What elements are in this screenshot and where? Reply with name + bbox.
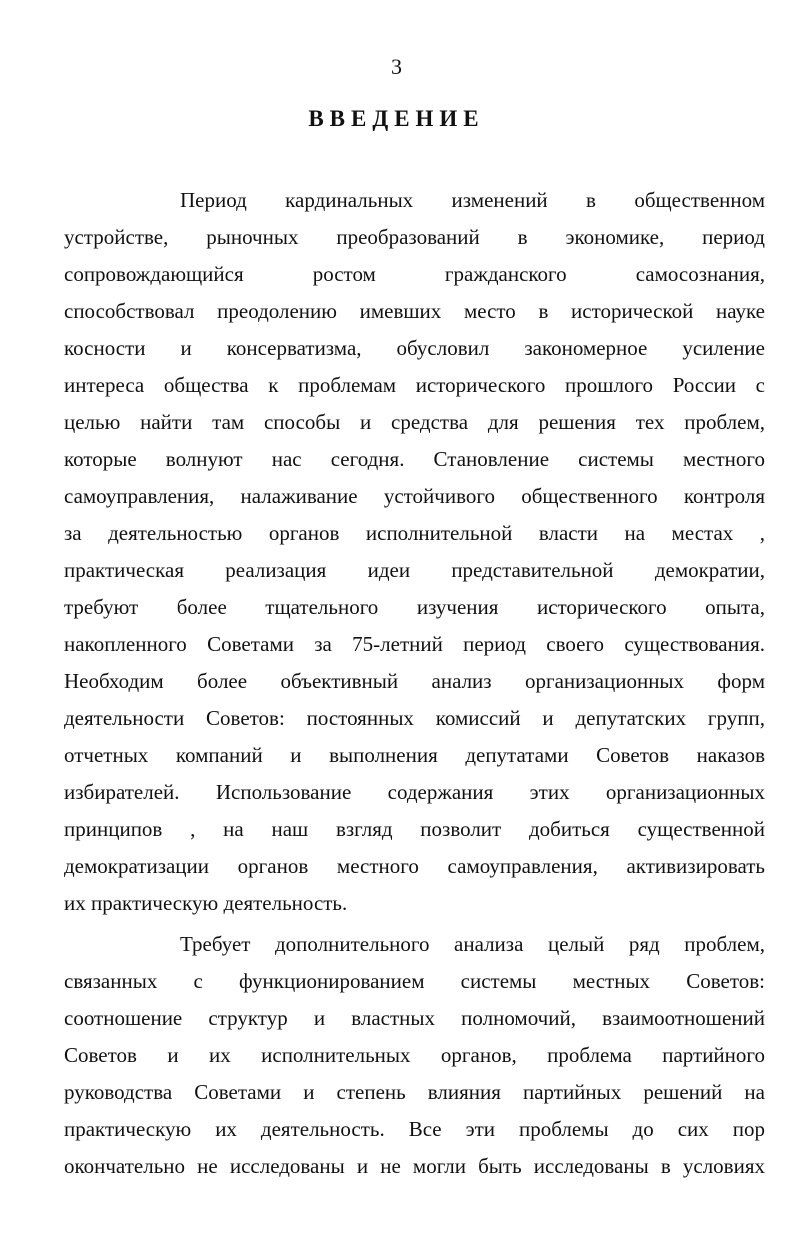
text-line: Необходим более объективный анализ организационных форм bbox=[64, 669, 765, 693]
text-line: Советов и их исполнительных органов, проблема партийного bbox=[64, 1043, 765, 1067]
text-line: за деятельностью органов исполнительной власти на местах , bbox=[64, 521, 765, 545]
text-line: интереса общества к проблемам исторического прошлого России с bbox=[64, 373, 765, 397]
text-line: окончательно не исследованы и не могли быть исследованы в условиях bbox=[64, 1154, 765, 1178]
text-line: связанных с функционированием системы местных Советов: bbox=[64, 969, 765, 993]
text-line: требуют более тщательного изучения исторического опыта, bbox=[64, 595, 765, 619]
text-line: практическую их деятельность. Все эти проблемы до сих пор bbox=[64, 1117, 765, 1141]
text-line: которые волнуют нас сегодня. Становление системы местного bbox=[64, 447, 765, 471]
section-heading: ВВЕДЕНИЕ bbox=[308, 106, 485, 131]
text-line: принципов , на наш взгляд позволит добиться существенной bbox=[64, 817, 765, 841]
text-line: соотношение структур и властных полномочий, взаимоотношений bbox=[64, 1006, 765, 1030]
page-number: 3 bbox=[391, 54, 402, 79]
text-line: сопровождающийся ростом гражданского самосознания, bbox=[64, 262, 765, 286]
text-line: руководства Советами и степень влияния партийных решений на bbox=[64, 1080, 765, 1104]
text-line: Период кардинальных изменений в общественном bbox=[180, 188, 765, 212]
text-line: накопленного Советами за 75-летний период своего существования. bbox=[64, 632, 765, 656]
text-line: отчетных компаний и выполнения депутатами Советов наказов bbox=[64, 743, 765, 767]
text-line: целью найти там способы и средства для решения тех проблем, bbox=[64, 410, 765, 434]
text-line: их практическую деятельность. bbox=[64, 891, 348, 915]
text-line: способствовал преодолению имевших место в исторической науке bbox=[64, 299, 765, 323]
text-line: практическая реализация идеи представительной демократии, bbox=[64, 558, 765, 582]
text-line: самоуправления, налаживание устойчивого общественного контроля bbox=[64, 484, 765, 508]
text-line: избирателей. Использование содержания этих организационных bbox=[64, 780, 765, 804]
text-line: косности и консерватизма, обусловил закономерное усиление bbox=[64, 336, 765, 360]
text-line: устройстве, рыночных преобразований в экономике, период bbox=[64, 225, 765, 249]
text-line: деятельности Советов: постоянных комиссий и депутатских групп, bbox=[64, 706, 765, 730]
text-line: Требует дополнительного анализа целый ряд проблем, bbox=[180, 932, 765, 956]
text-line: демократизации органов местного самоуправления, активизировать bbox=[64, 854, 765, 878]
